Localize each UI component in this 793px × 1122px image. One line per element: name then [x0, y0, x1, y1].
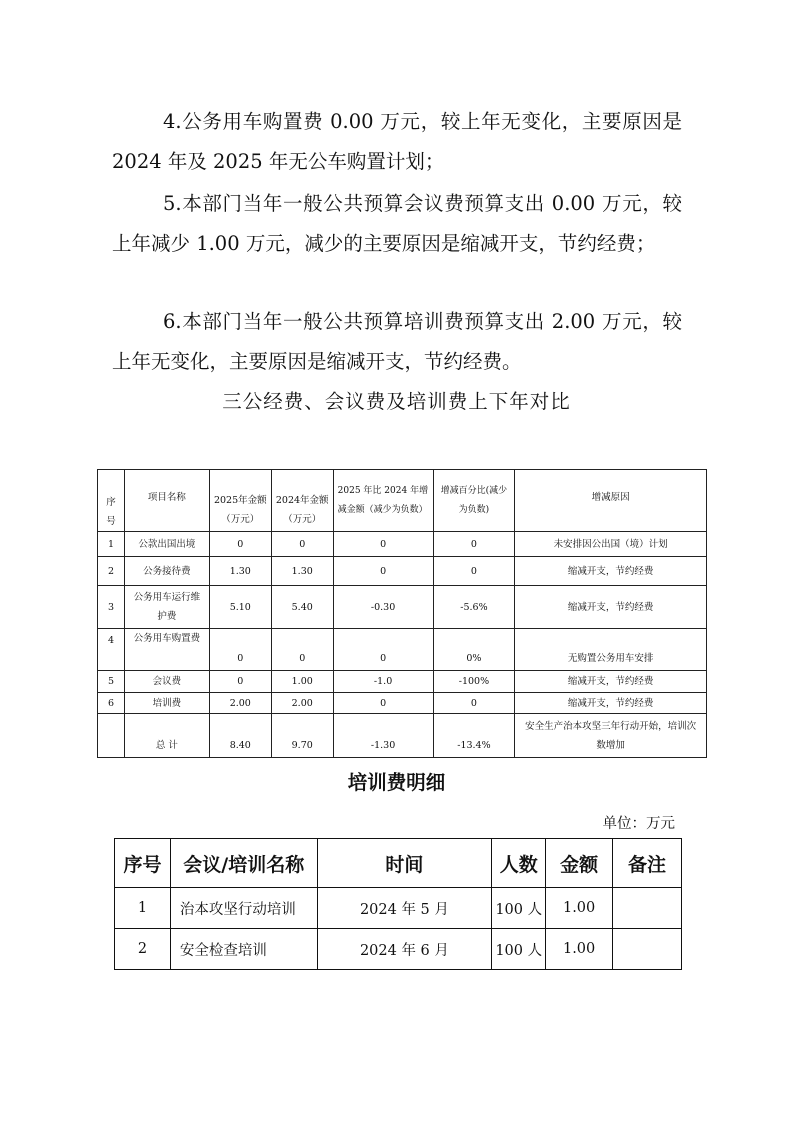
- cell-diff: -1.0: [333, 671, 433, 693]
- cell-reason: 缩减开支，节约经费: [515, 671, 707, 693]
- cell-diff: 0: [333, 532, 433, 557]
- header-2025: 2025年金额（万元）: [209, 470, 271, 532]
- cell-amount: 1.00: [546, 929, 613, 970]
- paragraph-training-fee: 6.本部门当年一般公共预算培训费预算支出 2.00 万元，较上年无变化，主要原因是缩减开支，节约经费。: [112, 310, 682, 373]
- comparison-header-row: [98, 470, 707, 532]
- header-count: 人数: [492, 839, 546, 888]
- cell-note: [613, 888, 682, 929]
- cell-name: 公务用车运行维护费: [124, 586, 209, 629]
- cell-time: 2024 年 6 月: [317, 929, 492, 970]
- header-amount: 金额: [546, 839, 613, 888]
- cell-time: 2024 年 5 月: [317, 888, 492, 929]
- cell-name: 安全检查培训: [170, 929, 317, 970]
- cell-reason: 缩减开支，节约经费: [515, 693, 707, 714]
- cell-2024: 5.40: [271, 586, 333, 629]
- cell-name: 会议费: [124, 671, 209, 693]
- cell-2024: 1.30: [271, 557, 333, 586]
- header-seq: 序号: [115, 839, 171, 888]
- cell-pct: -5.6%: [433, 586, 515, 629]
- cell-2024: 1.00: [271, 671, 333, 693]
- training-header-row: [115, 839, 682, 888]
- cell-2025: 2.00: [209, 693, 271, 714]
- cell-diff: 0: [333, 557, 433, 586]
- cell-name: 公款出国出境: [124, 532, 209, 557]
- cell-2025: 0: [209, 532, 271, 557]
- cell-seq: [98, 714, 125, 758]
- unit-label: 单位：万元: [602, 816, 675, 832]
- cell-name: 公务接待费: [124, 557, 209, 586]
- cell-diff: 0: [333, 693, 433, 714]
- training-table: [114, 838, 682, 970]
- cell-seq: 4: [98, 629, 125, 671]
- header-2024: 2024年金额（万元）: [271, 470, 333, 532]
- cell-diff: -0.30: [333, 586, 433, 629]
- cell-seq: 2: [115, 929, 171, 970]
- header-pct: 增减百分比(减少为负数): [433, 470, 515, 532]
- cell-name: 公务用车购置费: [124, 629, 209, 671]
- cell-seq: 3: [98, 586, 125, 629]
- table-total-row: [98, 714, 707, 758]
- table-row: [98, 557, 707, 586]
- cell-2024: 0: [271, 629, 333, 671]
- cell-count: 100 人: [492, 929, 546, 970]
- cell-2025: 0: [209, 671, 271, 693]
- table-row: [98, 532, 707, 557]
- header-note: 备注: [613, 839, 682, 888]
- cell-pct: 0: [433, 557, 515, 586]
- cell-name: 培训费: [124, 693, 209, 714]
- table-row: [98, 629, 707, 671]
- paragraph-meeting-fee: 5.本部门当年一般公共预算会议费预算支出 0.00 万元，较上年减少 1.00 万元，减少的主要原因是缩减开支，节约经费；: [112, 192, 682, 255]
- cell-note: [613, 929, 682, 970]
- header-time: 时间: [317, 839, 492, 888]
- header-name: 项目名称: [124, 470, 209, 532]
- table-row: [98, 693, 707, 714]
- header-name: 会议/培训名称: [170, 839, 317, 888]
- cell-2025: 8.40: [209, 714, 271, 758]
- cell-reason: 缩减开支，节约经费: [515, 586, 707, 629]
- cell-pct: 0%: [433, 629, 515, 671]
- cell-seq: 1: [115, 888, 171, 929]
- cell-2025: 0: [209, 629, 271, 671]
- cell-seq: 5: [98, 671, 125, 693]
- cell-name: 总 计: [124, 714, 209, 758]
- cell-diff: -1.30: [333, 714, 433, 758]
- cell-reason: 无购置公务用车安排: [515, 629, 707, 671]
- training-table-title: 培训费明细: [347, 771, 446, 794]
- cell-seq: 1: [98, 532, 125, 557]
- comparison-table-title: 三公经费、会议费及培训费上下年对比: [222, 390, 571, 413]
- cell-2025: 1.30: [209, 557, 271, 586]
- cell-pct: 0: [433, 532, 515, 557]
- table-row: [115, 929, 682, 970]
- cell-2024: 9.70: [271, 714, 333, 758]
- cell-amount: 1.00: [546, 888, 613, 929]
- cell-2024: 0: [271, 532, 333, 557]
- header-diff: 2025 年比 2024 年增减金额（减少为负数）: [333, 470, 433, 532]
- cell-reason: 缩减开支，节约经费: [515, 557, 707, 586]
- cell-count: 100 人: [492, 888, 546, 929]
- cell-name: 治本攻坚行动培训: [170, 888, 317, 929]
- cell-2025: 5.10: [209, 586, 271, 629]
- cell-reason: 未安排因公出国（境）计划: [515, 532, 707, 557]
- cell-diff: 0: [333, 629, 433, 671]
- table-row: [98, 671, 707, 693]
- cell-reason: 安全生产治本攻坚三年行动开始，培训次数增加: [515, 714, 707, 758]
- cell-2024: 2.00: [271, 693, 333, 714]
- table-row: [115, 888, 682, 929]
- table-row: [98, 586, 707, 629]
- cell-seq: 2: [98, 557, 125, 586]
- header-reason: 增减原因: [515, 470, 707, 532]
- cell-seq: 6: [98, 693, 125, 714]
- cell-pct: -100%: [433, 671, 515, 693]
- cell-pct: 0: [433, 693, 515, 714]
- cell-pct: -13.4%: [433, 714, 515, 758]
- header-seq: 序号: [98, 470, 125, 532]
- paragraph-vehicle-purchase: 4.公务用车购置费 0.00 万元，较上年无变化，主要原因是 2024 年及 2025 年无公车购置计划；: [112, 110, 682, 173]
- comparison-table: [97, 469, 707, 758]
